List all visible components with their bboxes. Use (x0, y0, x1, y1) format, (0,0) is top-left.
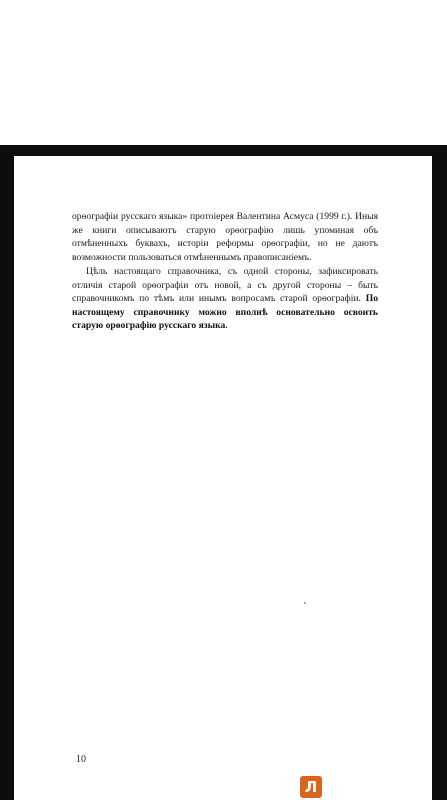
top-margin (0, 0, 447, 145)
paragraph-2-text: Цѣль настоящаго справочника, съ одной стороны, зафиксировать отличія старой орѳографіи отъ новой, а съ другой стороны – быть справочникомъ по тѣмъ или инымъ вопросамъ старой орѳографіи. (72, 266, 378, 304)
paragraph-2-bold-text: По настоящему справочнику можно вполнѣ основательно освоить старую орѳографію русскаго языка. (72, 293, 378, 331)
scan-speck (304, 602, 306, 604)
paragraph-1-text: орѳографіи русскаго языка» протоіерея Валентина Асмуса (1999 г.). Иныя же книги описываютъ старую орѳографію лишь упоминая объ отмѣненныхъ буквахъ, исторіи реформы орѳографіи, но не даютъ возможности пользоваться отмѣненнымъ правописаніемъ. (72, 211, 378, 263)
labirint-logo-icon: Л (300, 776, 322, 798)
page-number: 10 (76, 754, 86, 765)
paragraph-2 (72, 265, 378, 333)
paragraph-1 (72, 210, 378, 264)
book-page (14, 156, 432, 800)
body-text (72, 210, 378, 333)
